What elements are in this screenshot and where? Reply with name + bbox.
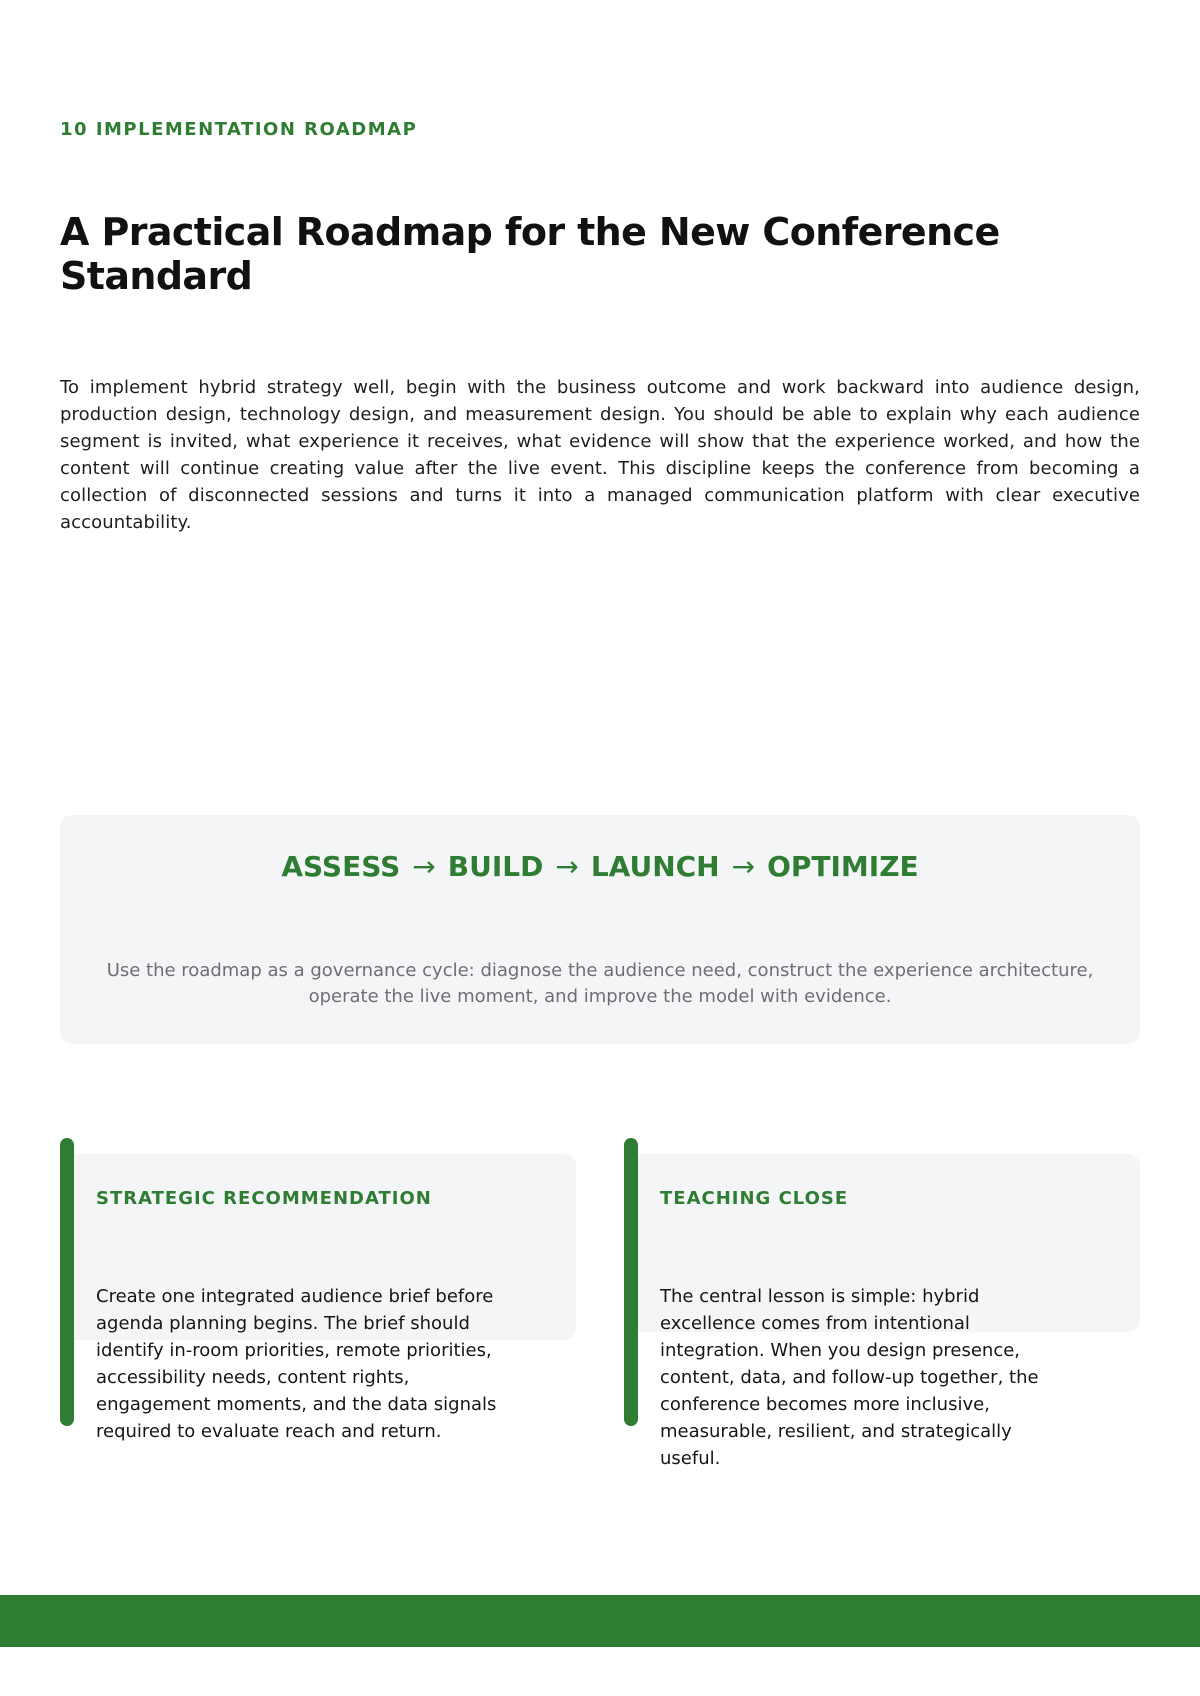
roadmap-caption: Use the roadmap as a governance cycle: diagnose the audience need, construct the experience architecture, operate the live moment, and improve the model with evidence. (106, 960, 1094, 1007)
arrow-right-icon: → (731, 850, 756, 883)
footer-bar (0, 1595, 1200, 1647)
teaching-close-card (624, 1138, 1140, 1469)
step-build: BUILD (447, 850, 544, 883)
roadmap-panel (60, 815, 1140, 1044)
step-assess: ASSESS (281, 850, 401, 883)
intro-paragraph: To implement hybrid strategy well, begin with the business outcome and work backward into audience design, production design, technology design, and measurement design. You should be able to explain why each audience segment is invited, what experience it receives, what evidence will show that the experience worked, and how the content will continue creating value after the live event. This discipline keeps the conference from becoming a collection of disconnected sessions and turns it into a managed communication platform with clear executive accountability. (60, 377, 1140, 533)
roadmap-steps (60, 849, 1140, 885)
card-accent-bar (60, 1138, 74, 1426)
step-launch: LAUNCH (590, 850, 720, 883)
arrow-right-icon: → (412, 850, 436, 883)
step-optimize: OPTIMIZE (767, 850, 919, 883)
card-heading: STRATEGIC RECOMMENDATION (96, 1188, 432, 1209)
arrow-right-icon: → (555, 850, 579, 883)
card-accent-bar (624, 1138, 638, 1426)
card-heading: TEACHING CLOSE (660, 1188, 849, 1209)
card-body: The central lesson is simple: hybrid excellence comes from intentional integration. When you design presence, content, data, and follow-up together, the conference becomes more inclusive, measurable, resilient, and strategically useful. (660, 1286, 1039, 1469)
strategic-recommendation-card (60, 1138, 576, 1442)
section-eyebrow: 10 IMPLEMENTATION ROADMAP (60, 119, 418, 140)
page-title: A Practical Roadmap for the New Conference Standard (60, 210, 1000, 298)
card-body: Create one integrated audience brief before agenda planning begins. The brief should identify in-room priorities, remote priorities, accessibility needs, content rights, engagement moments, and the data signals required to evaluate reach and return. (96, 1286, 497, 1442)
